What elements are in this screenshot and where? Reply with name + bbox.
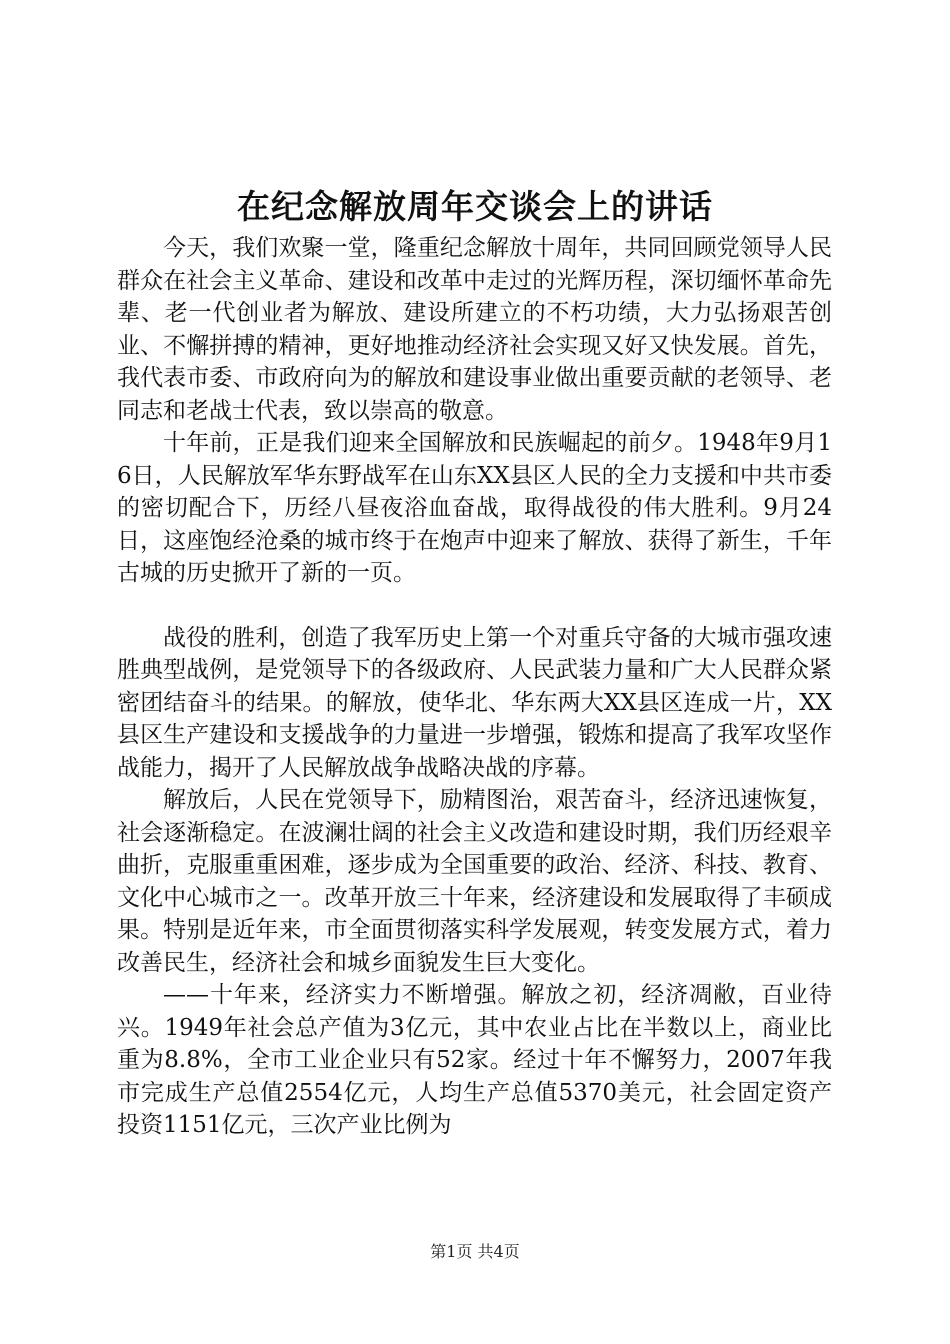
document-title: 在纪念解放周年交谈会上的讲话 [237, 187, 713, 226]
paragraph-2: 十年前，正是我们迎来全国解放和民族崛起的前夕。1948年9月16日，人民解放军华东野战军在山东XX县区人民的全力支援和中共市委的密切配合下，历经八昼夜浴血奋战，取得战役的伟大胜利。9月24日，这座饱经沧桑的城市终于在炮声中迎来了解放、获得了新生，千年古城的历史掀开了新的一页。 [117, 430, 832, 586]
paragraph-3: 战役的胜利，创造了我军历史上第一个对重兵守备的大城市强攻速胜典型战例，是党领导下的各级政府、人民武装力量和广大人民群众紧密团结奋斗的结果。的解放，使华北、华东两大XX县区连成一片，XX县区生产建设和支援战争的力量进一步增强，锻炼和提高了我军攻坚作战能力，揭开了人民解放战争战略决战的序幕。 [117, 624, 832, 781]
document-body [117, 232, 832, 1142]
paragraph-4: 解放后，人民在党领导下，励精图治，艰苦奋斗，经济迅速恢复，社会逐渐稳定。在波澜壮阔的社会主义改造和建设时期，我们历经艰辛曲折，克服重重困难，逐步成为全国重要的政治、经济、科技、教育、文化中心城市之一。改革开放三十年来，经济建设和发展取得了丰硕成果。特别是近年来，市全面贯彻落实科学发展观，转变发展方式，着力改善民生，经济社会和城乡面貌发生巨大变化。 [117, 787, 832, 976]
page-number-footer: 第1页 共4页 [430, 1242, 520, 1261]
paragraph-5: ——十年来，经济实力不断增强。解放之初，经济凋敝，百业待兴。1949年社会总产值为3亿元，其中农业占比在半数以上，商业比重为8.8%，全市工业企业只有52家。经过十年不懈努力，2007年我市完成生产总值2554亿元，人均生产总值5370美元，社会固定资产投资1151亿元，三次产业比例为 [117, 982, 832, 1138]
paragraph-1: 今天，我们欢聚一堂，隆重纪念解放十周年，共同回顾党领导人民群众在社会主义革命、建设和改革中走过的光辉历程，深切缅怀革命先辈、老一代创业者为解放、建设所建立的不朽功绩，大力弘扬艰苦创业、不懈拼搏的精神，更好地推动经济社会实现又好又快发展。首先，我代表市委、市政府向为的解放和建设事业做出重要贡献的老领导、老同志和老战士代表，致以崇高的敬意。 [117, 235, 832, 424]
